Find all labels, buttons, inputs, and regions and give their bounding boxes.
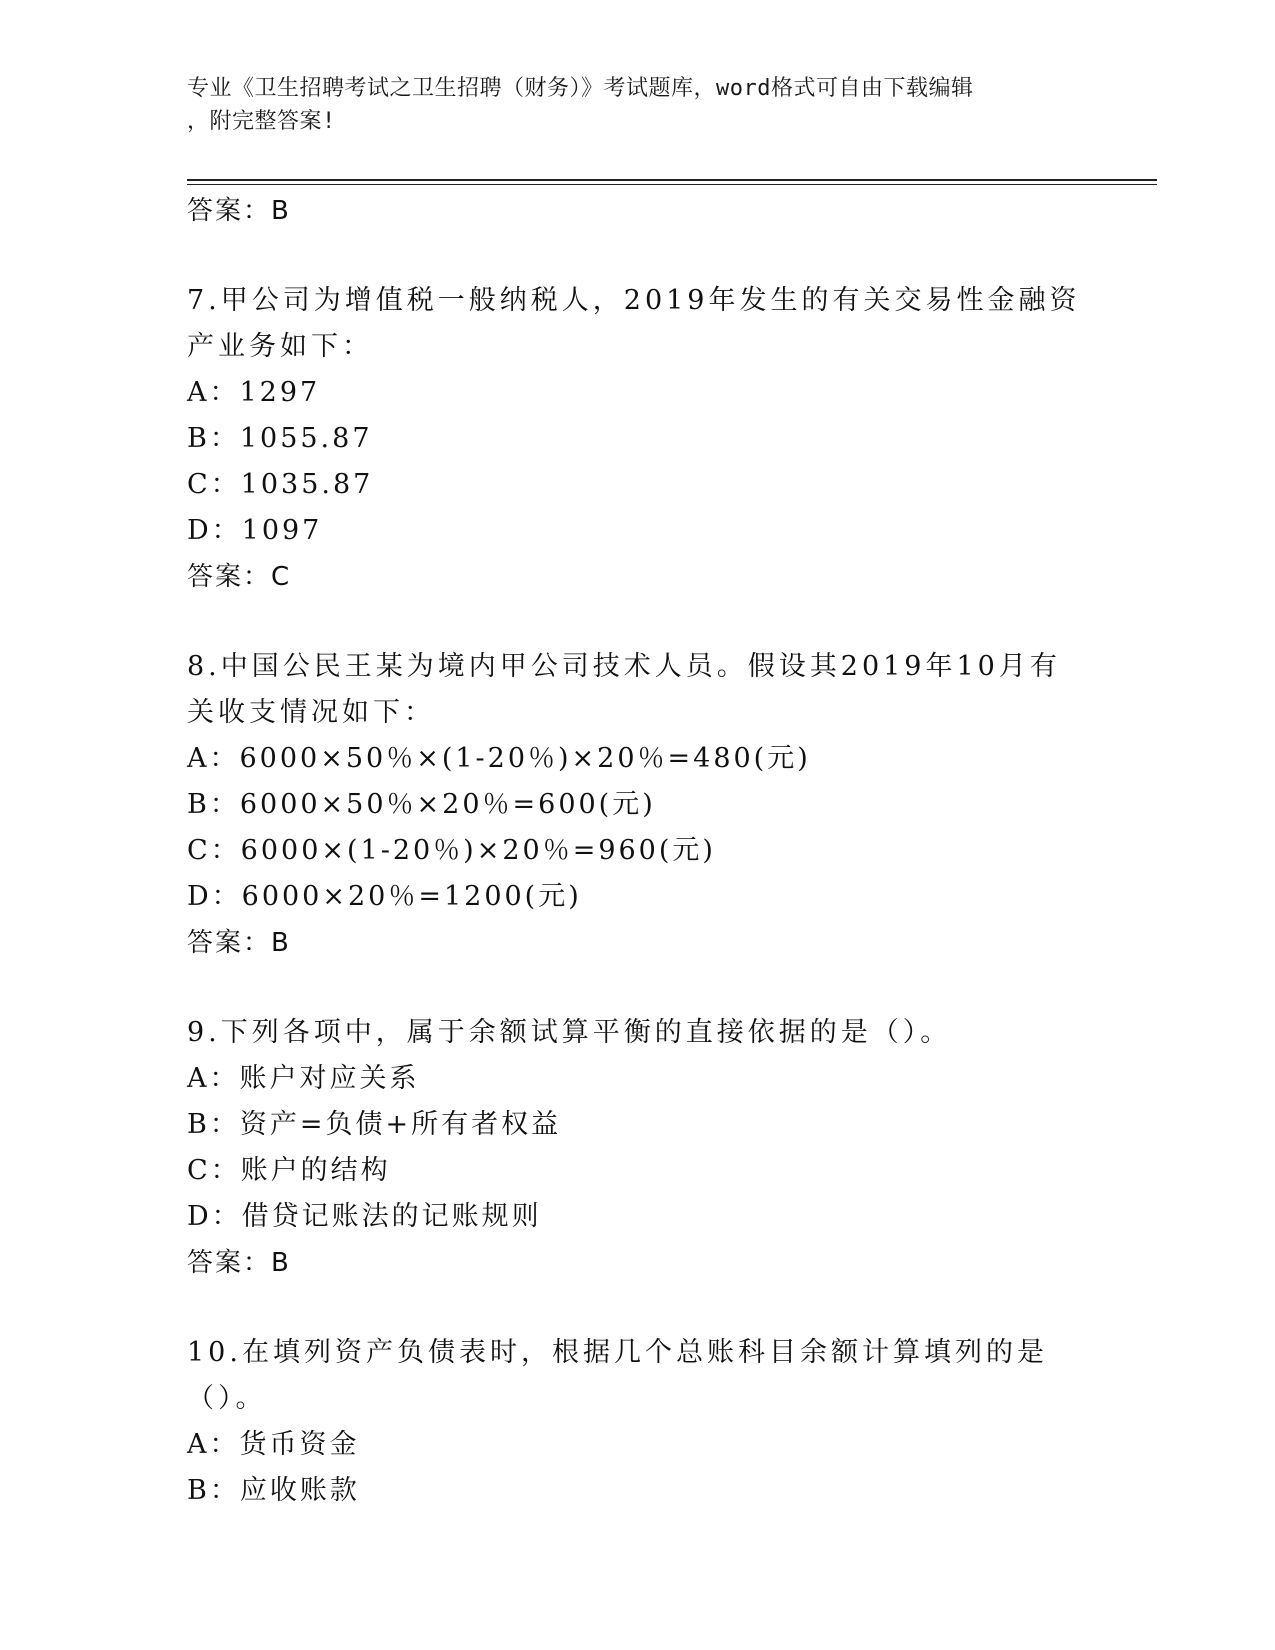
option-b: B：资产=负债+所有者权益	[187, 1109, 562, 1140]
question-10	[187, 1330, 1087, 1514]
option-b: B：应收账款	[187, 1475, 360, 1506]
spacer	[187, 966, 1087, 1010]
option-d: D：借贷记账法的记账规则	[187, 1201, 542, 1232]
header-divider-thick	[187, 179, 1157, 181]
option-a: A：账户对应关系	[187, 1063, 420, 1094]
option-b: B：6000×50％×20％=600(元)	[187, 789, 656, 820]
option-c: C：账户的结构	[187, 1155, 391, 1186]
header-line-1: 专业《卫生招聘考试之卫生招聘（财务）》考试题库，word格式可自由下载编辑	[187, 76, 974, 101]
spacer	[187, 234, 1087, 278]
option-d: D：6000×20％=1200(元)	[187, 881, 582, 912]
previous-answer: 答案：B	[187, 196, 291, 226]
option-a: A：货币资金	[187, 1429, 360, 1460]
spacer	[187, 600, 1087, 644]
question-text: 7.甲公司为增值税一般纳税人，2019年发生的有关交易性金融资产业务如下：	[187, 285, 1081, 362]
option-a: A：1297	[187, 377, 321, 408]
question-text: 10.在填列资产负债表时，根据几个总账科目余额计算填列的是（）。	[187, 1337, 1048, 1414]
answer: 答案：C	[187, 562, 292, 592]
answer: 答案：B	[187, 928, 291, 958]
option-a: A：6000×50％×(1-20％)×20％=480(元)	[187, 743, 811, 774]
option-c: C：6000×(1-20％)×20％=960(元)	[187, 835, 716, 866]
question-text: 8.中国公民王某为境内甲公司技术人员。假设其2019年10月有关收支情况如下：	[187, 651, 1061, 728]
question-7	[187, 278, 1087, 600]
question-text: 9.下列各项中，属于余额试算平衡的直接依据的是（）。	[187, 1017, 952, 1048]
question-list	[187, 188, 1087, 1514]
header-line-2: ，附完整答案!	[187, 109, 336, 134]
question-8	[187, 644, 1087, 966]
header-divider-thin	[187, 184, 1157, 185]
option-b: B：1055.87	[187, 423, 373, 454]
spacer	[187, 1286, 1087, 1330]
document-header	[187, 72, 1067, 138]
answer: 答案：B	[187, 1248, 291, 1278]
option-c: C：1035.87	[187, 469, 374, 500]
option-d: D：1097	[187, 515, 323, 546]
question-9	[187, 1010, 1087, 1286]
